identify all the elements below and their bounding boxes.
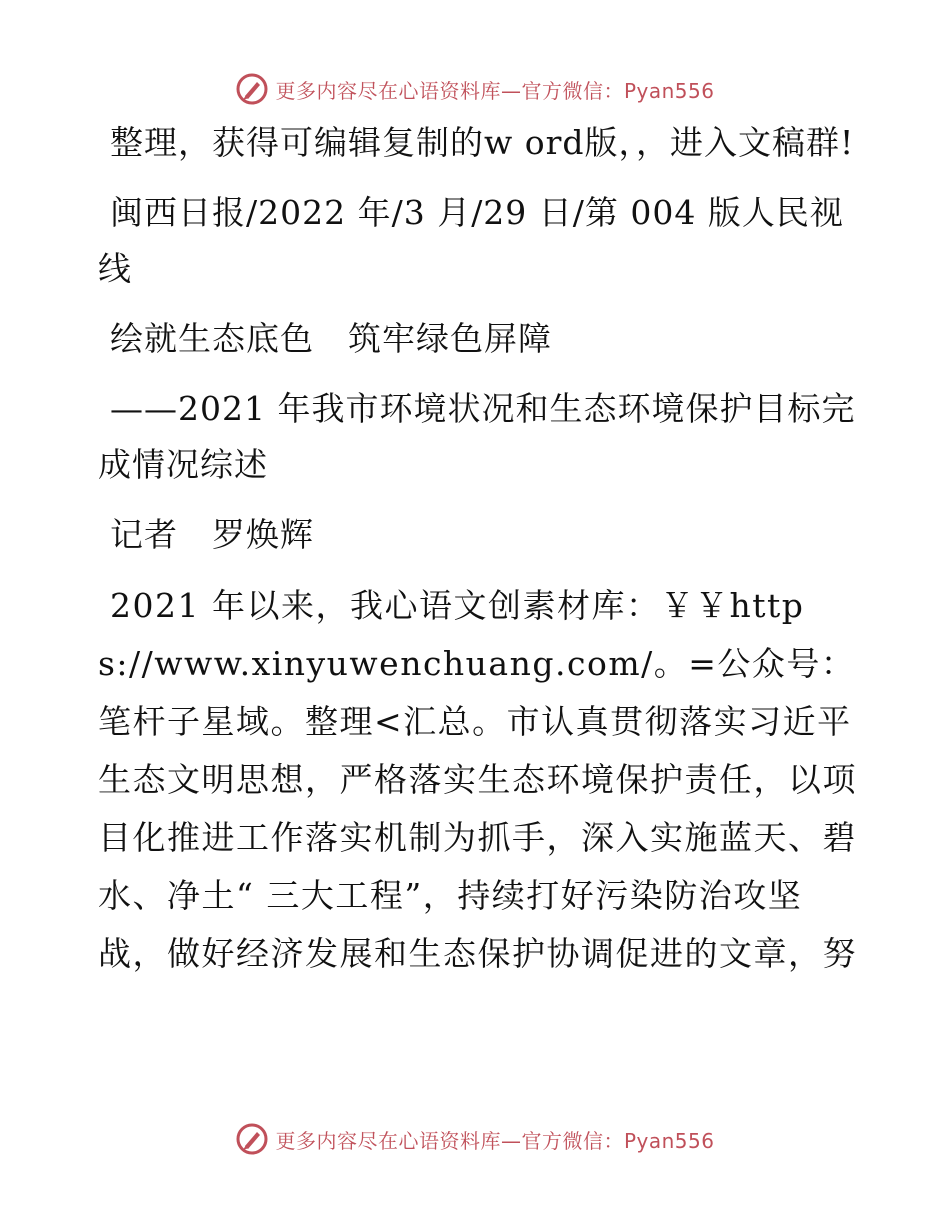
pen-logo-icon (235, 1122, 269, 1156)
footer-banner-text: 更多内容尽在心语资料库—官方微信：Pyan556 (275, 1128, 715, 1153)
article-byline (98, 507, 858, 563)
article-title (98, 311, 858, 367)
footer-banner (0, 1122, 950, 1156)
article-byline-text: 记者 罗焕辉 (110, 515, 314, 554)
document-body (98, 115, 858, 997)
article-subtitle-text: ——2021 年我市环境状况和生态环境保护目标完成情况综述 (98, 389, 856, 484)
header-banner (0, 72, 950, 106)
paragraph-intro (98, 115, 858, 171)
article-body (98, 577, 858, 983)
header-banner-text: 更多内容尽在心语资料库—官方微信：Pyan556 (275, 78, 715, 103)
paragraph-source-text: 闽西日报/2022 年/3 月/29 日/第 004 版人民视线 (98, 193, 844, 288)
paragraph-intro-text: 整理，获得可编辑复制的w ord版，，进入文稿群! (110, 123, 855, 162)
paragraph-source (98, 185, 858, 297)
article-subtitle (98, 381, 858, 493)
article-body-text: 2021 年以来，我心语文创素材库：￥￥https://www.xinyuwenchuang.com/。=公众号：笔杆子星域。整理<汇总。市认真贯彻落实习近平生态文明思想，严格落实生态环境保护责任，以项目化推进工作落实机制为抓手，深入实施蓝天、碧水、净土“ 三大工程”，持续打好污染防治攻坚战，做好经济发展和生态保护协调促进的文章，努 (98, 586, 857, 973)
pen-logo-icon (235, 72, 269, 106)
article-title-text: 绘就生态底色 筑牢绿色屏障 (110, 319, 552, 358)
